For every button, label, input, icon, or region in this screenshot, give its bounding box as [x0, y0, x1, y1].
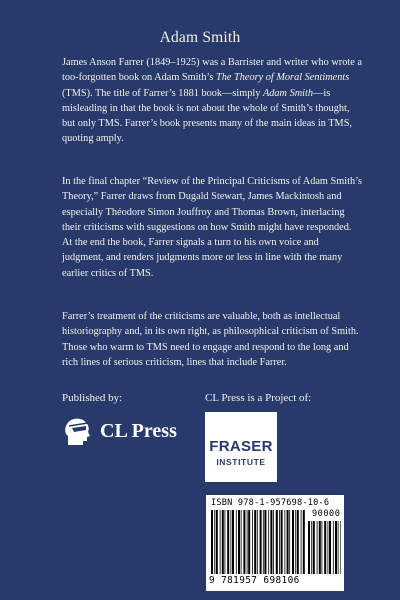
barcode-bar [216, 510, 218, 574]
barcode-bar [227, 510, 229, 574]
barcode-bar [273, 510, 274, 574]
barcode-bar [335, 521, 337, 574]
cl-press-head-icon [62, 416, 92, 448]
description-paragraph-3 [62, 309, 362, 370]
barcode-bar [222, 510, 224, 574]
published-by-label: Published by: [62, 392, 123, 404]
barcode-bar [338, 521, 339, 574]
barcode-bar [329, 521, 331, 574]
barcode-bar [264, 510, 266, 574]
barcode-bar [313, 521, 315, 574]
barcode-bar [254, 510, 256, 574]
cl-press-name: CL Press [100, 420, 177, 442]
barcode-bar [268, 510, 269, 574]
barcode-bar [220, 510, 221, 574]
text-run: In the final chapter “Review of the Principal Criticisms of Adam Smith’s Theory,” Farrer draws from Dugald Stewart, James Mackintosh and especially Théodore Simon Jouffroy and Thomas Brown, interlacing their criticisms with suggestions on how Smith might have responded. At the end the book, Farrer signals a turn to his own voice and judgment, and renders judgments more or less in line with the many earlier critics of TMS. [62, 176, 362, 279]
barcode-bar [319, 521, 321, 574]
barcode-bar [285, 510, 286, 574]
barcode-bar [279, 510, 280, 574]
barcode-bar [317, 521, 318, 574]
barcode-bar [301, 510, 302, 574]
barcode-bar [308, 521, 310, 574]
barcode-bar [270, 510, 272, 574]
barcode-bar [252, 510, 253, 574]
barcode-bar [238, 510, 240, 574]
barcode-bar [340, 521, 341, 574]
text-run: (TMS). The title of Farrer’s 1881 book—simply [62, 87, 263, 99]
barcode-bar [276, 510, 278, 574]
addon-barcode-bars [308, 521, 341, 574]
project-of-label: CL Press is a Project of: [205, 392, 312, 404]
barcode-bar [263, 510, 264, 574]
cl-press-logo [62, 416, 192, 450]
barcode-bar [287, 510, 289, 574]
barcode-bar [311, 521, 312, 574]
barcode-bar [292, 510, 294, 574]
barcode-bar [297, 510, 299, 574]
barcode-bar [231, 510, 232, 574]
text-run: —is misleading in that the book is not about the whole of Smith’s thought, but only TMS. Farrer’s book presents many of the main ideas in TMS, quoting amply. [62, 87, 353, 145]
barcode-bar [281, 510, 283, 574]
barcode-bar [322, 521, 323, 574]
fraser-name: FRASER [209, 438, 273, 455]
barcode-bar [236, 510, 237, 574]
isbn-text: ISBN 978-1-957698-10-6 [211, 498, 330, 508]
barcode-bar [289, 510, 290, 574]
barcode-bar [247, 510, 248, 574]
isbn-barcode [206, 495, 344, 591]
text-run: James Anson Farrer (1849–1925) was a Barrister and writer who wrote a too-forgotten book on Adam Smith’s [62, 57, 362, 84]
barcode-bar [241, 510, 242, 574]
barcode-bar [328, 521, 329, 574]
barcode-bar [232, 510, 234, 574]
barcode-bar [295, 510, 296, 574]
description-paragraph-1 [62, 55, 362, 147]
barcode-bar [211, 510, 213, 574]
barcode-bar [257, 510, 258, 574]
price-code: 90000 [312, 509, 341, 519]
fraser-institute-logo [205, 412, 277, 482]
fraser-sub: INSTITUTE [216, 457, 266, 467]
barcode-bar [214, 510, 215, 574]
italic-title-run: Adam Smith [262, 87, 314, 99]
barcode-bar [303, 510, 305, 574]
barcode-bar [248, 510, 250, 574]
barcode-bar [324, 521, 326, 574]
text-run: Farrer’s treatment of the criticisms are valuable, both as intellectual historiography and, in its own right, as philosophical criticism of Smith. Those who warm to TMS need to engage and respond to the long and rich lines of serious criticism, lines that include Farrer. [62, 311, 359, 368]
barcode-bar [333, 521, 334, 574]
ean-number: 9 781957 698106 [209, 575, 300, 586]
description-paragraph-2 [62, 174, 362, 281]
italic-title-run: The Theory of Moral Sentiments [215, 72, 350, 84]
book-title: Adam Smith [159, 29, 241, 46]
barcode-bar [243, 510, 245, 574]
barcode-bars [211, 510, 305, 574]
barcode-bar [260, 510, 262, 574]
barcode-bar [225, 510, 226, 574]
